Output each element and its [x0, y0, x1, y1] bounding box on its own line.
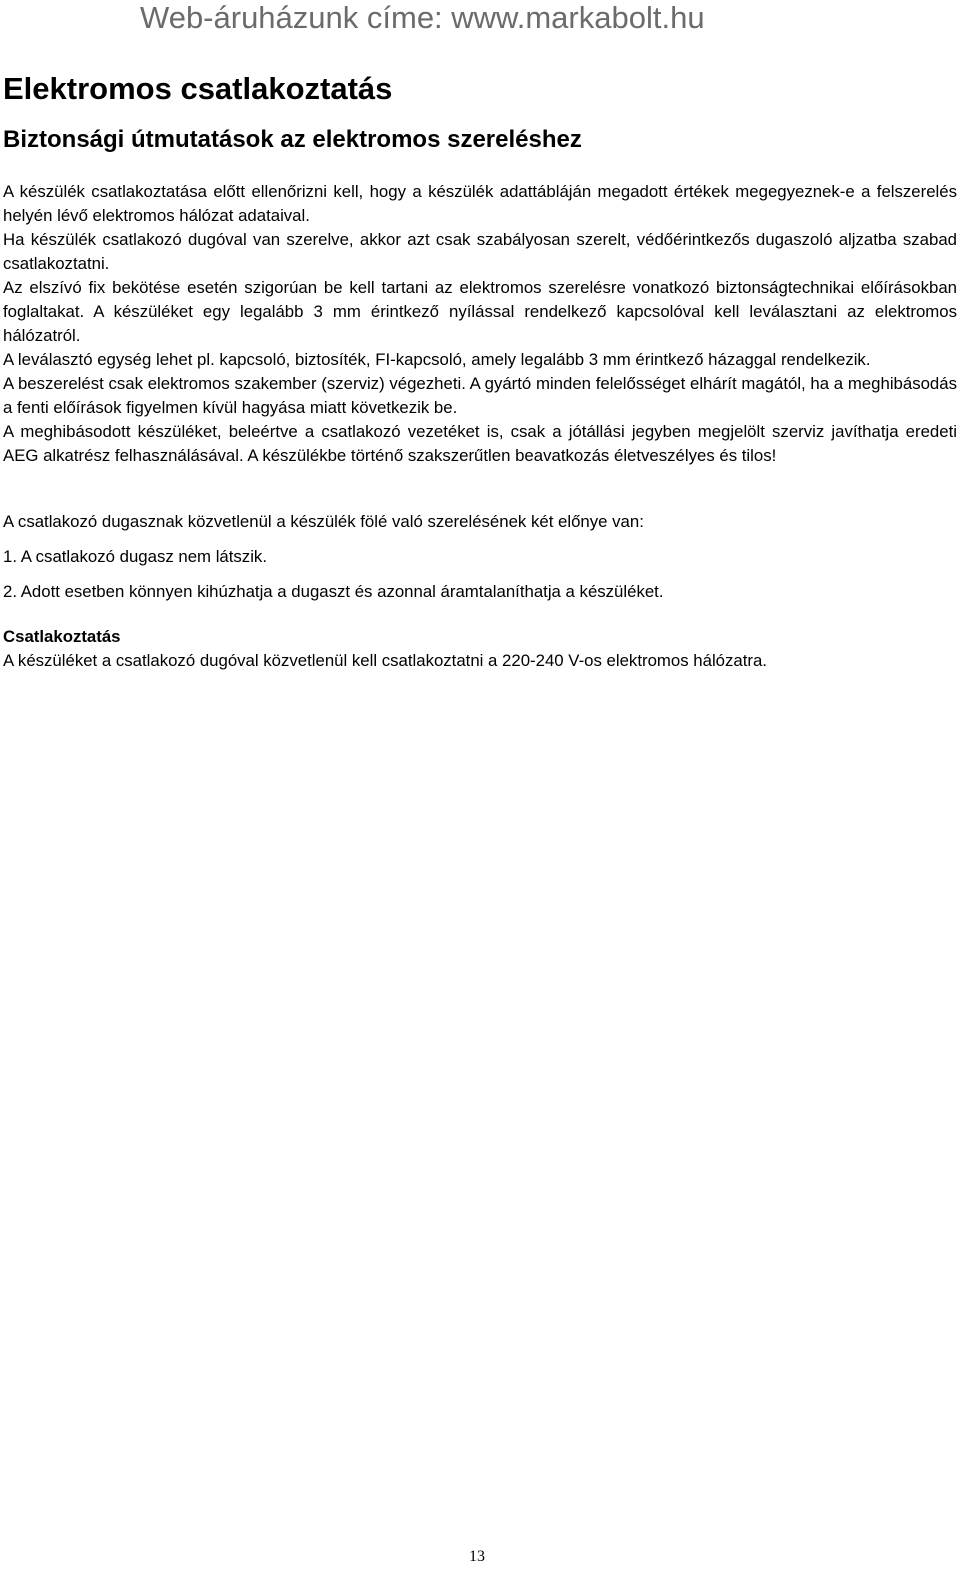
- site-url-header: Web-áruházunk címe: www.markabolt.hu: [140, 0, 705, 35]
- paragraph-repair-warning: A meghibásodott készüléket, beleértve a csatlakozó vezetéket is, csak a jótállási jegyben megjelölt szerviz javíthatja eredeti AEG alkatrész felhasználásával. A készülékbe történő szakszerűtlen beavatkozás életveszélyes és tilos!: [3, 422, 957, 465]
- paragraph-fixed-wiring: Az elszívó fix bekötése esetén szigorúan be kell tartani az elektromos szerelésre vonatkozó biztonságtechnikai előírásokban foglaltakat. A készüléket egy legalább 3 mm érintkező nyílással rendelkező kapcsolóval kell leválasztani az elektromos hálózatról.: [3, 278, 957, 345]
- section-heading-connection: Csatlakoztatás: [3, 627, 121, 646]
- safety-instructions-body: [3, 180, 957, 468]
- advantage-item-1: 1. A csatlakozó dugasz nem látszik.: [3, 547, 267, 566]
- advantages-intro: A csatlakozó dugasznak közvetlenül a készülék fölé való szerelésének két előnye van:: [3, 512, 644, 531]
- paragraph-installation-specialist: A beszerelést csak elektromos szakember (szerviz) végezheti. A gyártó minden felelősséget elhárít magától, ha a meghibásodás a fenti előírások figyelmen kívül hagyása miatt következik be.: [3, 374, 957, 417]
- page-title: Elektromos csatlakoztatás: [3, 71, 393, 106]
- paragraph-isolator: A leválasztó egység lehet pl. kapcsoló, biztosíték, FI-kapcsoló, amely legalább 3 mm érintkező házaggal rendelkezik.: [3, 350, 871, 369]
- paragraph-plug-socket: Ha készülék csatlakozó dugóval van szerelve, akkor azt csak szabályosan szerelt, védőérintkezős dugaszoló aljzatba szabad csatlakoztatni.: [3, 230, 957, 273]
- page-number: 13: [469, 1548, 485, 1565]
- section-text-connection: A készüléket a csatlakozó dugóval közvetlenül kell csatlakoztatni a 220-240 V-os elektromos hálózatra.: [3, 651, 767, 670]
- page-subtitle: Biztonsági útmutatások az elektromos szereléshez: [3, 126, 582, 153]
- advantage-item-2: 2. Adott esetben könnyen kihúzhatja a dugaszt és azonnal áramtalaníthatja a készüléket.: [3, 582, 664, 601]
- paragraph-rating-plate: A készülék csatlakoztatása előtt ellenőrizni kell, hogy a készülék adattábláján megadott értékek megegyeznek-e a felszerelés helyén lévő elektromos hálózat adataival.: [3, 182, 957, 225]
